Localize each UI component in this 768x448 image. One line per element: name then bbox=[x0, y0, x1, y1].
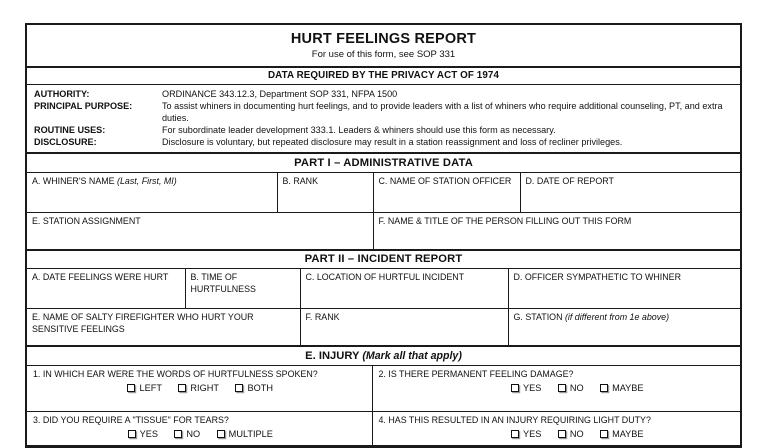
field-rank[interactable] bbox=[277, 173, 373, 213]
checkbox-option-yes-label: YES bbox=[139, 429, 158, 440]
checkbox-option-both-label: BOTH bbox=[247, 383, 274, 394]
privacy-row-principal-purpose bbox=[34, 100, 734, 124]
field-station-if-different-hint: (if different from 1e above) bbox=[564, 312, 670, 323]
checkbox-option-yes-label: YES bbox=[522, 383, 542, 394]
checkbox-option-yes[interactable] bbox=[128, 429, 158, 441]
field-salty-firefighter-name[interactable] bbox=[27, 309, 300, 346]
checkbox-option-no[interactable] bbox=[558, 429, 584, 441]
privacy-value-principal-purpose: To assist whiners in documenting hurt feelings, and to provide leaders with a list of whiners who require additional counseling, PT, and extra duties. bbox=[162, 100, 723, 123]
checkbox-option-no-label: NO bbox=[186, 429, 201, 440]
injury-question-3-text: 3. DID YOU REQUIRE A "TISSUE" FOR TEARS? bbox=[33, 414, 229, 425]
field-whiners-name-label: A. WHINER'S NAME bbox=[32, 175, 118, 186]
checkbox-option-right[interactable] bbox=[178, 383, 219, 395]
checkbox-icon[interactable] bbox=[217, 430, 225, 438]
form-header bbox=[27, 25, 740, 68]
field-whiners-name[interactable] bbox=[27, 173, 277, 213]
checkbox-option-yes[interactable] bbox=[511, 383, 541, 395]
injury-question-2 bbox=[372, 366, 740, 412]
checkbox-option-left[interactable] bbox=[127, 383, 161, 395]
injury-question-4-options bbox=[379, 429, 737, 441]
checkbox-option-no[interactable] bbox=[174, 429, 200, 441]
privacy-row-disclosure bbox=[34, 136, 734, 148]
privacy-value-disclosure: Disclosure is voluntary, but repeated disclosure may result in a station reassignment and loss of recliner privileges. bbox=[162, 136, 623, 147]
part2-grid bbox=[27, 269, 740, 345]
injury-question-3 bbox=[27, 411, 372, 446]
checkbox-option-both[interactable] bbox=[235, 383, 273, 395]
checkbox-option-maybe[interactable] bbox=[600, 383, 643, 395]
injury-banner-hint: (Mark all that apply) bbox=[362, 349, 462, 362]
checkbox-icon[interactable] bbox=[600, 430, 608, 438]
field-station-officer-name[interactable] bbox=[373, 173, 520, 213]
checkbox-icon[interactable] bbox=[511, 430, 519, 438]
field-sympathetic-officer[interactable] bbox=[508, 269, 740, 309]
part1-row-1 bbox=[27, 173, 740, 213]
field-date-feelings-hurt-label: A. DATE FEELINGS WERE HURT bbox=[32, 272, 169, 283]
part1-grid bbox=[27, 173, 740, 249]
injury-question-2-options bbox=[379, 383, 737, 395]
checkbox-option-maybe[interactable] bbox=[600, 429, 643, 441]
injury-question-4-text: 4. HAS THIS RESULTED IN AN INJURY REQUIRING LIGHT DUTY? bbox=[378, 414, 651, 425]
privacy-label-routine-uses: ROUTINE USES: bbox=[34, 124, 106, 135]
checkbox-option-multiple-label: MULTIPLE bbox=[228, 429, 273, 440]
injury-question-1 bbox=[27, 366, 372, 412]
hurt-feelings-form bbox=[25, 23, 742, 448]
injury-banner-title: E. INJURY bbox=[305, 349, 363, 362]
privacy-act-heading: DATA REQUIRED BY THE PRIVACY ACT OF 1974 bbox=[27, 68, 740, 85]
field-salty-firefighter-rank-label: F. RANK bbox=[305, 312, 340, 323]
checkbox-icon[interactable] bbox=[174, 430, 182, 438]
checkbox-icon[interactable] bbox=[235, 384, 243, 392]
checkbox-option-no[interactable] bbox=[558, 383, 584, 395]
checkbox-option-yes[interactable] bbox=[511, 429, 541, 441]
checkbox-option-yes-label: YES bbox=[522, 429, 542, 440]
field-date-of-report[interactable] bbox=[520, 173, 740, 213]
checkbox-option-left-label: LEFT bbox=[139, 383, 162, 394]
injury-banner bbox=[27, 345, 740, 366]
part2-row-2 bbox=[27, 309, 740, 346]
field-rank-label: B. RANK bbox=[282, 175, 319, 186]
field-station-if-different[interactable] bbox=[508, 309, 740, 346]
checkbox-icon[interactable] bbox=[600, 384, 608, 392]
field-sympathetic-officer-label: D. OFFICER SYMPATHETIC TO WHINER bbox=[513, 272, 681, 283]
privacy-row-authority bbox=[34, 88, 734, 100]
part2-banner: PART II – INCIDENT REPORT bbox=[27, 249, 740, 270]
checkbox-icon[interactable] bbox=[178, 384, 186, 392]
form-subtitle: For use of this form, see SOP 331 bbox=[311, 48, 456, 60]
checkbox-option-right-label: RIGHT bbox=[190, 383, 220, 394]
field-station-assignment-label: E. STATION ASSIGNMENT bbox=[32, 215, 141, 226]
checkbox-icon[interactable] bbox=[558, 430, 566, 438]
checkbox-icon[interactable] bbox=[128, 430, 136, 438]
field-time-of-hurtfulness[interactable] bbox=[185, 269, 300, 309]
injury-grid bbox=[27, 366, 740, 447]
field-station-officer-name-label: C. NAME OF STATION OFFICER bbox=[378, 175, 512, 186]
checkbox-option-no-label: NO bbox=[569, 429, 584, 440]
checkbox-icon[interactable] bbox=[558, 384, 566, 392]
form-title: HURT FEELINGS REPORT bbox=[290, 31, 477, 47]
injury-question-3-options bbox=[33, 429, 368, 441]
privacy-row-routine-uses bbox=[34, 124, 734, 136]
privacy-label-authority: AUTHORITY: bbox=[34, 88, 90, 99]
part1-banner: PART I – ADMINISTRATIVE DATA bbox=[27, 154, 740, 173]
field-salty-firefighter-name-label: E. NAME OF SALTY FIREFIGHTER WHO HURT YOUR SENSITIVE FEELINGS bbox=[32, 312, 254, 334]
privacy-value-routine-uses: For subordinate leader development 333.1. Leaders & whiners should use this form as necessary. bbox=[162, 124, 556, 135]
field-station-assignment[interactable] bbox=[27, 212, 373, 249]
field-preparer-name-title-label: F. NAME & TITLE OF THE PERSON FILLING OUT THIS FORM bbox=[378, 215, 632, 226]
privacy-label-disclosure: DISCLOSURE: bbox=[34, 136, 97, 147]
checkbox-icon[interactable] bbox=[511, 384, 519, 392]
checkbox-option-multiple[interactable] bbox=[217, 429, 273, 441]
injury-row-2 bbox=[27, 411, 740, 446]
privacy-value-authority: ORDINANCE 343.12.3, Department SOP 331, NFPA 1500 bbox=[162, 88, 398, 99]
field-whiners-name-hint: (Last, First, MI) bbox=[117, 175, 177, 186]
field-station-if-different-label: G. STATION bbox=[513, 312, 565, 323]
injury-row-1 bbox=[27, 366, 740, 412]
checkbox-option-maybe-label: MAYBE bbox=[612, 429, 644, 440]
field-location-of-incident-label: C. LOCATION OF HURTFUL INCIDENT bbox=[305, 272, 465, 283]
checkbox-option-maybe-label: MAYBE bbox=[612, 383, 644, 394]
field-date-feelings-hurt[interactable] bbox=[27, 269, 185, 309]
injury-question-2-text: 2. IS THERE PERMANENT FEELING DAMAGE? bbox=[378, 368, 574, 379]
privacy-act-body bbox=[27, 85, 740, 154]
privacy-label-principal-purpose: PRINCIPAL PURPOSE: bbox=[34, 100, 133, 111]
part1-row-2 bbox=[27, 212, 740, 249]
field-location-of-incident[interactable] bbox=[300, 269, 508, 309]
injury-question-1-text: 1. IN WHICH EAR WERE THE WORDS OF HURTFULNESS SPOKEN? bbox=[33, 368, 318, 379]
checkbox-icon[interactable] bbox=[127, 384, 135, 392]
privacy-act-table bbox=[34, 88, 734, 148]
injury-question-1-options bbox=[33, 383, 368, 395]
field-time-of-hurtfulness-label: B. TIME OF HURTFULNESS bbox=[190, 272, 256, 294]
field-salty-firefighter-rank[interactable] bbox=[300, 309, 508, 346]
part2-row-1 bbox=[27, 269, 740, 309]
checkbox-option-no-label: NO bbox=[569, 383, 584, 394]
injury-question-4 bbox=[372, 411, 740, 446]
field-preparer-name-title[interactable] bbox=[373, 212, 740, 249]
field-date-of-report-label: D. DATE OF REPORT bbox=[525, 175, 614, 186]
